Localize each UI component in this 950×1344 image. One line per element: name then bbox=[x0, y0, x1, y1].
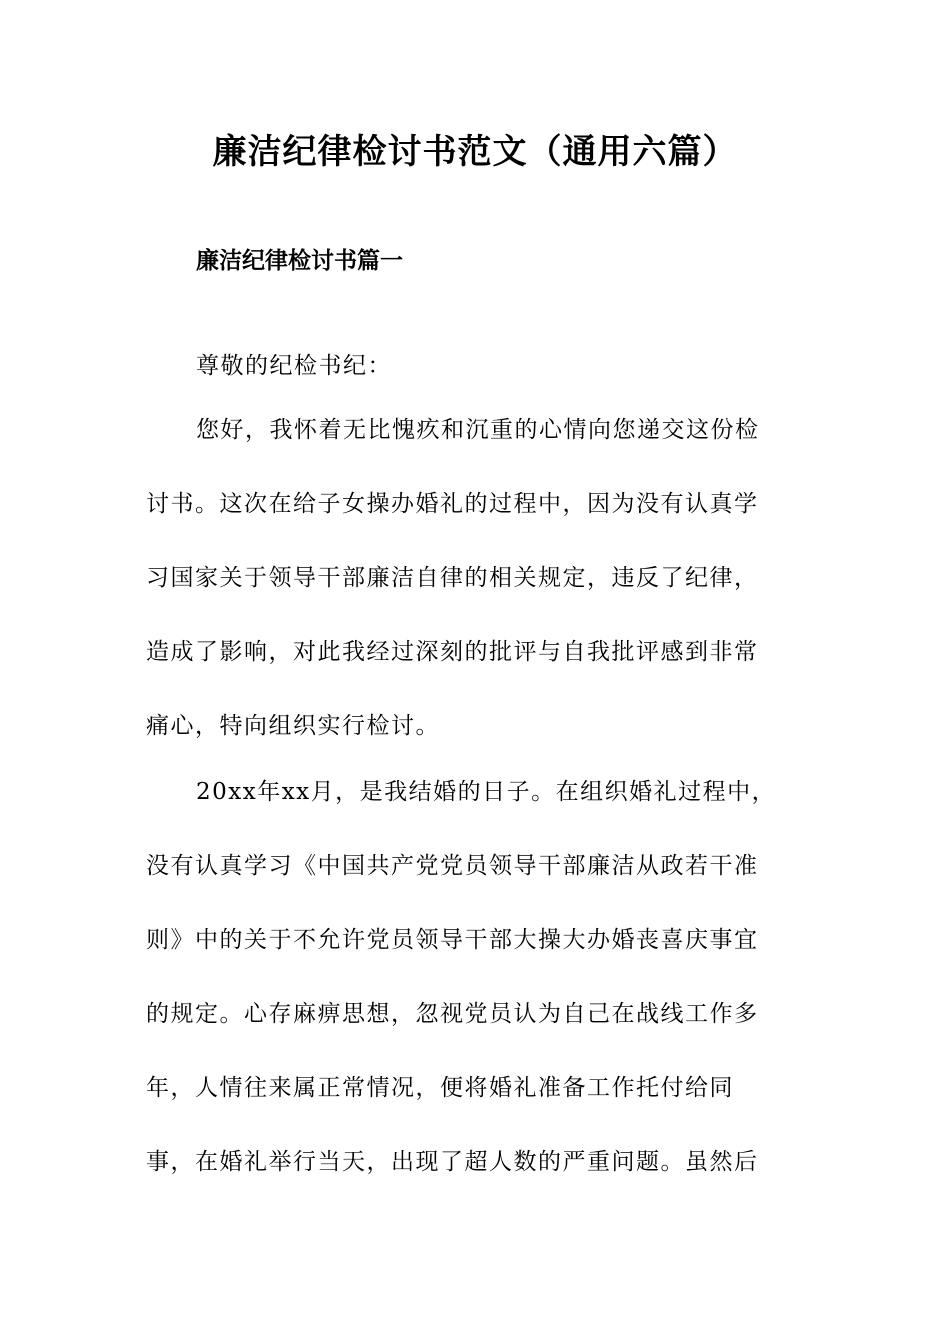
body-line: 造成了影响，对此我经过深刻的批评与自我批评感到非常 bbox=[146, 639, 759, 665]
body-line: 讨书。这次在给子女操办婚礼的过程中，因为没有认真学 bbox=[146, 491, 759, 517]
body-line: 痛心，特向组织实行检讨。 bbox=[146, 713, 440, 739]
document-title: 廉洁纪律检讨书范文（通用六篇） bbox=[212, 132, 738, 172]
section-heading: 廉洁纪律检讨书篇一 bbox=[196, 248, 403, 274]
body-line: 习国家关于领导干部廉洁自律的相关规定，违反了纪律， bbox=[146, 565, 759, 591]
body-line: 20xx年xx月，是我结婚的日子。在组织婚礼过程中， bbox=[196, 779, 777, 805]
body-line: 的规定。心存麻痹思想，忽视党员认为自己在战线工作多 bbox=[146, 1001, 759, 1027]
body-line: 年，人情往来属正常情况，便将婚礼准备工作托付给同 bbox=[146, 1075, 734, 1101]
body-line: 您好，我怀着无比愧疚和沉重的心情向您递交这份检 bbox=[196, 417, 760, 443]
body-line: 没有认真学习《中国共产党党员领导干部廉洁从政若干准 bbox=[146, 853, 759, 879]
body-line: 则》中的关于不允许党员领导干部大操大办婚丧喜庆事宜 bbox=[146, 927, 759, 953]
salutation: 尊敬的纪检书纪： bbox=[196, 353, 392, 379]
body-line: 事，在婚礼举行当天，出现了超人数的严重问题。虽然后 bbox=[146, 1149, 759, 1175]
